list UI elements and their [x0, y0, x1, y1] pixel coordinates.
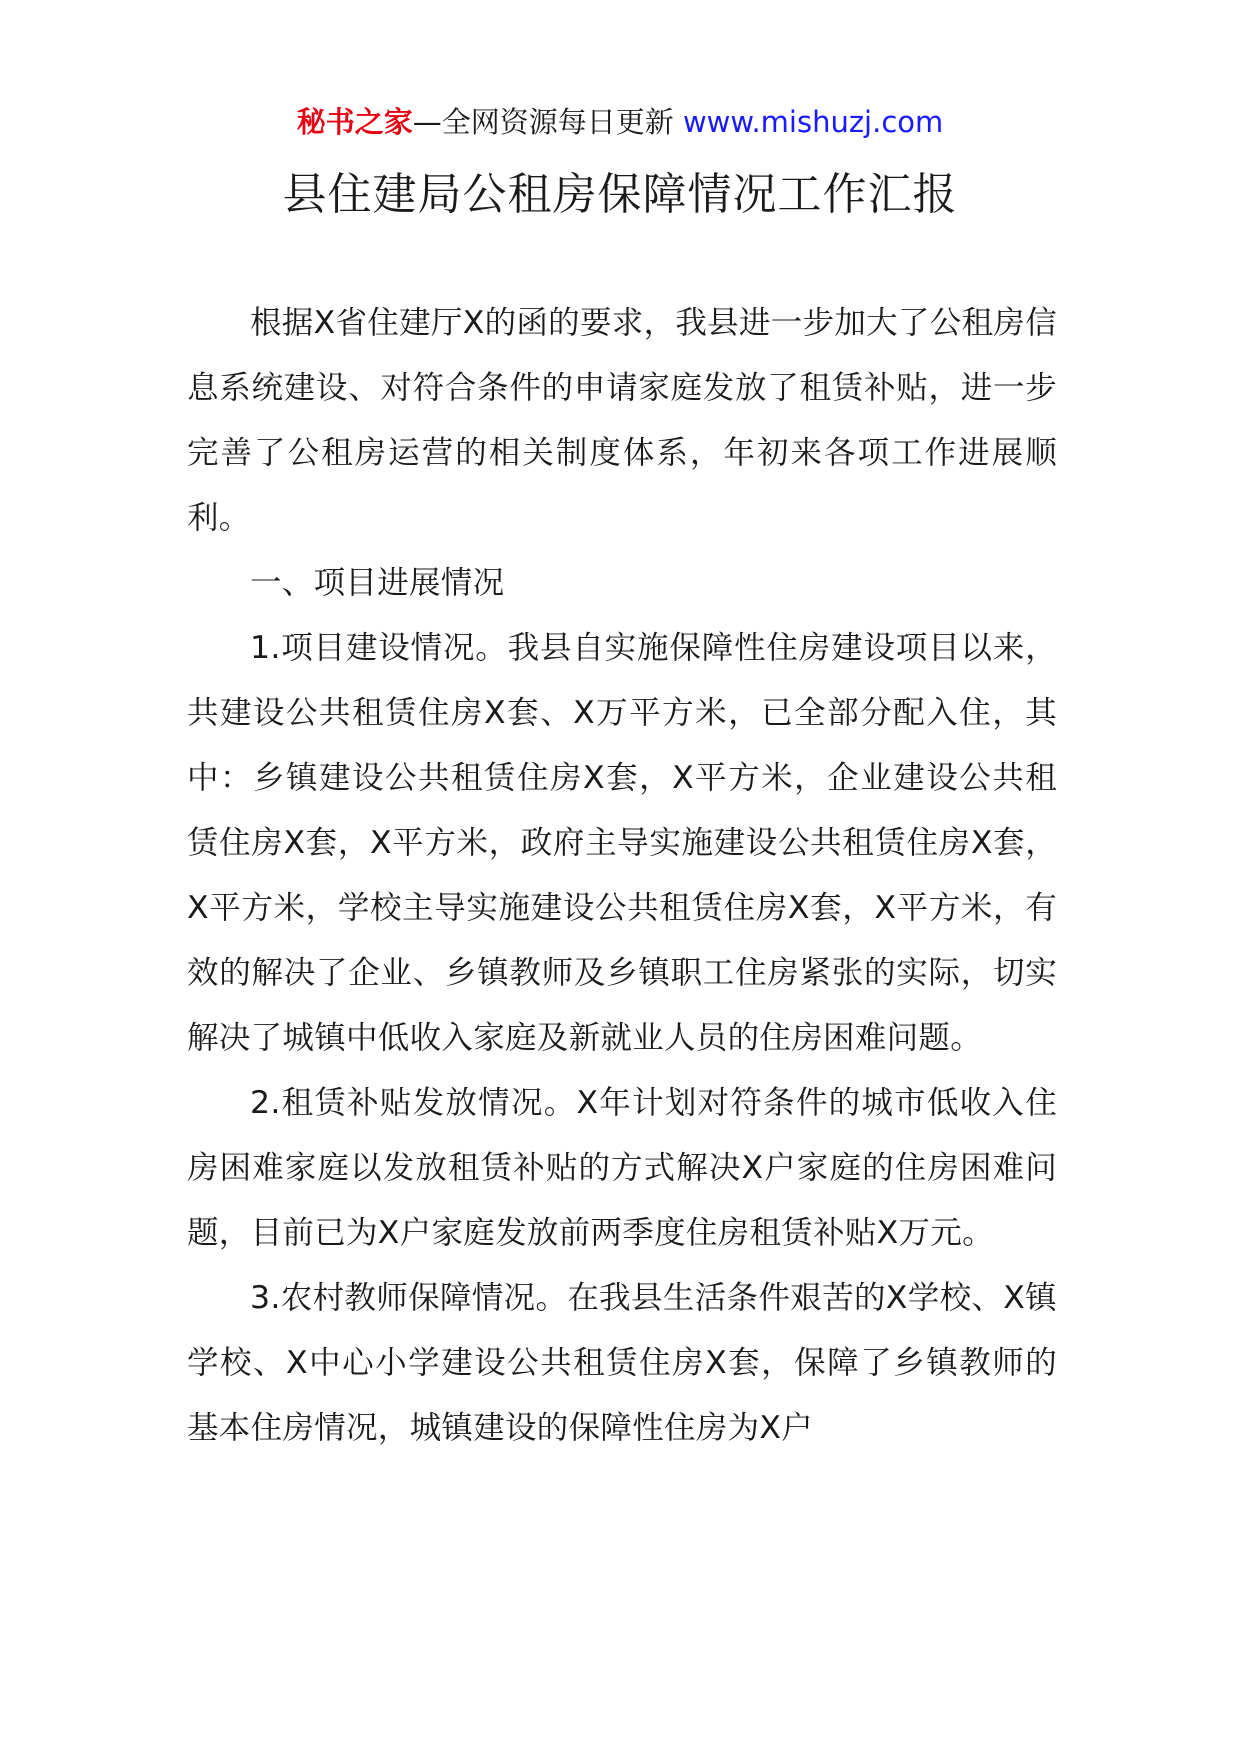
paragraph-rental-subsidy: 2.租赁补贴发放情况。X年计划对符条件的城市低收入住房困难家庭以发放租赁补贴的方式解决X户家庭的住房困难问题，目前已为X户家庭发放前两季度住房租赁补贴X万元。 [187, 1085, 1057, 1251]
document-title: 县住建局公租房保障情况工作汇报 [282, 169, 958, 220]
brand-name: 秘书之家 [296, 105, 413, 139]
site-url-link[interactable]: www.mishuzj.com [682, 105, 944, 139]
paragraph-rural-teachers: 3.农村教师保障情况。在我县生活条件艰苦的X学校、X镇学校、X中心小学建设公共租赁住房X套，保障了乡镇教师的基本住房情况，城镇建设的保障性住房为X户 [187, 1280, 1057, 1446]
intro-paragraph: 根据X省住建厅X的函的要求，我县进一步加大了公租房信息系统建设、对符合条件的申请家庭发放了租赁补贴，进一步完善了公租房运营的相关制度体系，年初来各项工作进展顺利。 [187, 305, 1057, 536]
section-heading: 一、项目进展情况 [250, 565, 505, 601]
site-header [0, 102, 1240, 142]
document-body [187, 291, 1057, 1461]
header-tagline: —全网资源每日更新 [412, 105, 674, 139]
paragraph-project-construction: 1.项目建设情况。我县自实施保障性住房建设项目以来，共建设公共租赁住房X套、X万平方米，已全部分配入住，其中：乡镇建设公共租赁住房X套，X平方米，企业建设公共租赁住房X套，X平方米，政府主导实施建设公共租赁住房X套，X平方米，学校主导实施建设公共租赁住房X套，X平方米，有效的解决了企业、乡镇教师及乡镇职工住房紧张的实际，切实解决了城镇中低收入家庭及新就业人员的住房困难问题。 [187, 630, 1057, 1056]
